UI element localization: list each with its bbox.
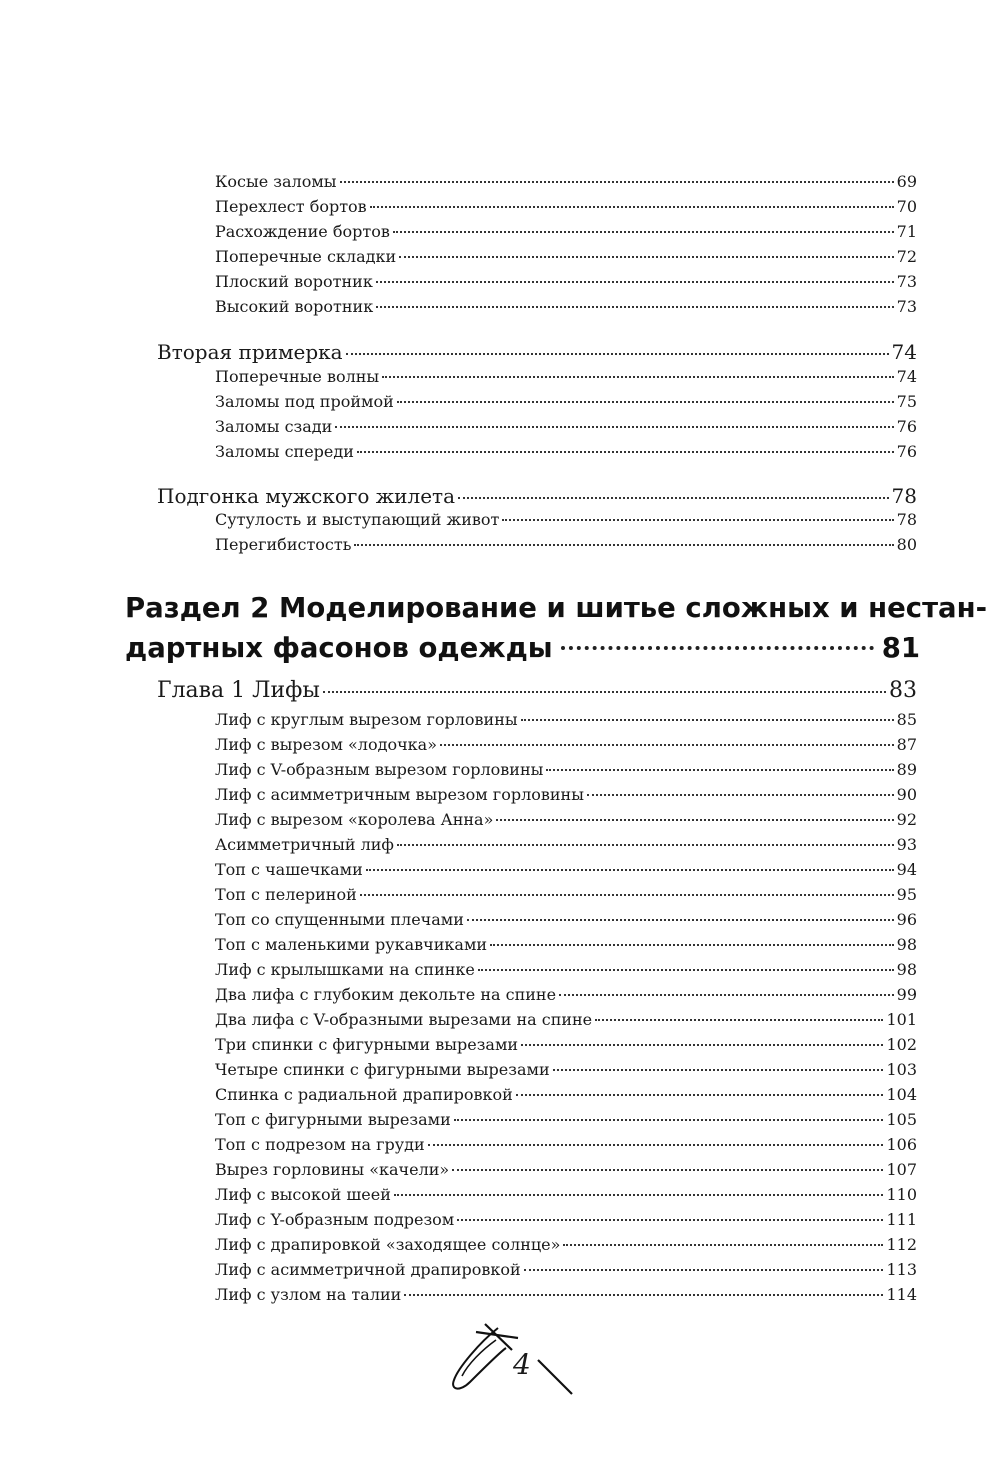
toc-entry-page: 113 <box>886 1260 917 1279</box>
toc-entry-page: 104 <box>886 1085 917 1104</box>
toc-section-page: 74 <box>891 340 917 364</box>
toc-entry[interactable] <box>215 785 917 807</box>
toc-entry[interactable] <box>215 1135 917 1157</box>
toc-entry-title: Сутулость и выступающий живот <box>215 510 500 529</box>
toc-entry[interactable] <box>215 510 917 532</box>
dot-leader <box>397 844 894 846</box>
toc-entry-page: 95 <box>896 885 917 904</box>
toc-entry-page: 102 <box>886 1035 917 1054</box>
toc-entry[interactable] <box>215 835 917 857</box>
dot-leader <box>452 1169 883 1171</box>
toc-entry[interactable] <box>215 392 917 414</box>
toc-entry-title: Перехлест бортов <box>215 197 367 216</box>
part-title[interactable] <box>125 588 987 668</box>
toc-entry[interactable] <box>215 885 917 907</box>
toc-entry[interactable] <box>215 297 917 319</box>
toc-entry[interactable] <box>215 535 917 557</box>
toc-entry[interactable] <box>215 1285 917 1307</box>
part-title-line2-row <box>125 628 920 668</box>
toc-entry[interactable] <box>215 417 917 439</box>
toc-chapter-title: Глава 1 Лифы <box>157 678 320 703</box>
dot-leader <box>478 969 894 971</box>
toc-entry-page: 112 <box>886 1235 917 1254</box>
toc-entry[interactable] <box>215 197 917 219</box>
toc-entry-page: 90 <box>896 785 917 804</box>
dot-leader <box>397 401 894 403</box>
part-page: 81 <box>881 632 920 664</box>
dot-leader <box>553 1069 884 1071</box>
dot-leader <box>521 719 894 721</box>
toc-entry-title: Топ с пелериной <box>215 885 357 904</box>
toc-entry-title: Заломы спереди <box>215 442 354 461</box>
dot-leader <box>393 231 894 233</box>
toc-entry-page: 105 <box>886 1110 917 1129</box>
toc-section-entry[interactable] <box>157 484 917 510</box>
toc-entry-title: Лиф с крылышками на спинке <box>215 960 475 979</box>
dot-leader <box>354 544 893 546</box>
toc-entry[interactable] <box>215 760 917 782</box>
toc-entry[interactable] <box>215 960 917 982</box>
toc-entry-title: Топ с чашечками <box>215 860 363 879</box>
toc-entry[interactable] <box>215 1185 917 1207</box>
dot-leader <box>340 181 894 183</box>
toc-entry-title: Лиф с вырезом «королева Анна» <box>215 810 494 829</box>
toc-entry[interactable] <box>215 442 917 464</box>
toc-entry-title: Четыре спинки с фигурными вырезами <box>215 1060 550 1079</box>
toc-entry-page: 92 <box>896 810 917 829</box>
toc-entry-title: Топ с маленькими рукавчиками <box>215 935 488 954</box>
dot-leader <box>399 256 894 258</box>
dot-leader <box>335 426 893 428</box>
toc-entry-page: 98 <box>896 935 917 954</box>
toc-entry-page: 75 <box>896 392 917 411</box>
dot-leader <box>467 919 894 921</box>
toc-entry-page: 73 <box>896 297 917 316</box>
toc-entry[interactable] <box>215 935 917 957</box>
toc-entry-page: 103 <box>886 1060 917 1079</box>
toc-entry-page: 93 <box>896 835 917 854</box>
toc-entry[interactable] <box>215 860 917 882</box>
page-number: 4 <box>513 1348 531 1381</box>
toc-entry-page: 80 <box>896 535 917 554</box>
toc-entry-title: Два лифа с V-образными вырезами на спине <box>215 1010 593 1029</box>
toc-entry-title: Лиф с узлом на талии <box>215 1285 402 1304</box>
toc-entry-page: 85 <box>896 710 917 729</box>
dot-leader <box>524 1269 884 1271</box>
toc-entry-page: 70 <box>896 197 917 216</box>
dot-leader <box>454 1119 884 1121</box>
toc-entry-page: 69 <box>896 172 917 191</box>
toc-entry-title: Лиф с драпировкой «заходящее солнце» <box>215 1235 561 1254</box>
toc-entry[interactable] <box>215 910 917 932</box>
dot-leader <box>428 1144 884 1146</box>
toc-entry-page: 96 <box>896 910 917 929</box>
dot-leader <box>376 281 894 283</box>
toc-entry-page: 110 <box>886 1185 917 1204</box>
toc-entry-page: 111 <box>886 1210 917 1229</box>
dot-leader <box>370 206 894 208</box>
toc-entry-page: 76 <box>896 442 917 461</box>
toc-entry[interactable] <box>215 810 917 832</box>
toc-entry[interactable] <box>215 172 917 194</box>
toc-entry-title: Лиф с круглым вырезом горловины <box>215 710 518 729</box>
dot-leader <box>458 497 889 499</box>
toc-entry-page: 87 <box>896 735 917 754</box>
toc-entry-title: Поперечные складки <box>215 247 397 266</box>
dot-leader <box>546 769 893 771</box>
toc-entry-title: Перегибистость <box>215 535 352 554</box>
toc-entry-title: Лиф с асимметричным вырезом горловины <box>215 785 584 804</box>
toc-section-entry[interactable] <box>157 340 917 366</box>
dot-leader <box>496 819 893 821</box>
toc-entry[interactable] <box>215 222 917 244</box>
dot-leader <box>516 1094 884 1096</box>
dot-leader <box>490 944 894 946</box>
toc-entry[interactable] <box>215 1210 917 1232</box>
toc-entry[interactable] <box>215 710 917 732</box>
toc-section-page: 78 <box>891 484 917 508</box>
dot-leader <box>563 1244 883 1246</box>
part-title-line1: Раздел 2 Моделирование и шитье сложных и нестан- <box>125 592 987 624</box>
dot-leader <box>587 794 894 796</box>
toc-entry-title: Топ с подрезом на груди <box>215 1135 425 1154</box>
toc-entry[interactable] <box>215 1160 917 1182</box>
toc-entry-title: Асимметричный лиф <box>215 835 394 854</box>
toc-entry-page: 73 <box>896 272 917 291</box>
toc-entry-page: 106 <box>886 1135 917 1154</box>
toc-entry-title: Плоский воротник <box>215 272 373 291</box>
toc-entry-title: Поперечные волны <box>215 367 380 386</box>
dot-leader <box>394 1194 884 1196</box>
part-title-line2: дартных фасонов одежды <box>125 632 553 664</box>
dot-leader <box>360 894 894 896</box>
toc-entry-page: 114 <box>886 1285 917 1304</box>
toc-entry-title: Три спинки с фигурными вырезами <box>215 1035 519 1054</box>
toc-entry[interactable] <box>215 247 917 269</box>
toc-entry[interactable] <box>215 985 917 1007</box>
toc-entry-page: 71 <box>896 222 917 241</box>
toc-entry-page: 107 <box>886 1160 917 1179</box>
toc-entry-page: 74 <box>896 367 917 386</box>
page-footer <box>440 1320 600 1400</box>
toc-entry-title: Расхождение бортов <box>215 222 390 241</box>
dot-leader <box>457 1219 883 1221</box>
toc-entry[interactable] <box>215 1010 917 1032</box>
dot-leader <box>502 519 893 521</box>
dot-leader <box>404 1294 883 1296</box>
toc-entry[interactable] <box>215 1235 917 1257</box>
toc-entry-title: Два лифа с глубоким декольте на спине <box>215 985 557 1004</box>
toc-entry-title: Топ со спущенными плечами <box>215 910 464 929</box>
toc-entry[interactable] <box>215 272 917 294</box>
dot-leader <box>366 869 894 871</box>
toc-entry-page: 98 <box>896 960 917 979</box>
toc-entry-title: Лиф с высокой шеей <box>215 1185 391 1204</box>
toc-entry-title: Заломы под проймой <box>215 392 394 411</box>
toc-entry-page: 76 <box>896 417 917 436</box>
toc-entry[interactable] <box>215 735 917 757</box>
toc-entry[interactable] <box>215 367 917 389</box>
toc-entry-title: Высокий воротник <box>215 297 374 316</box>
toc-entry-title: Косые заломы <box>215 172 337 191</box>
dot-leader <box>595 1019 883 1021</box>
dot-leader <box>323 691 886 693</box>
dot-leader <box>559 994 894 996</box>
toc-entry-page: 94 <box>896 860 917 879</box>
toc-entry[interactable] <box>215 1260 917 1282</box>
toc-entry[interactable] <box>215 1085 917 1107</box>
toc-entry-page: 101 <box>886 1010 917 1029</box>
toc-entry-title: Вырез горловины «качели» <box>215 1160 450 1179</box>
toc-chapter-entry[interactable] <box>157 678 917 706</box>
toc-section-title: Подгонка мужского жилета <box>157 484 456 508</box>
toc-entry-page: 78 <box>896 510 917 529</box>
toc-entry-page: 89 <box>896 760 917 779</box>
toc-entry-title: Лиф с Y-образным подрезом <box>215 1210 455 1229</box>
toc-entry-page: 99 <box>896 985 917 1004</box>
toc-entry[interactable] <box>215 1060 917 1082</box>
toc-entry[interactable] <box>215 1110 917 1132</box>
toc-entry-page: 72 <box>896 247 917 266</box>
toc-entry-title: Топ с фигурными вырезами <box>215 1110 451 1129</box>
toc-entry-title: Лиф с асимметричной драпировкой <box>215 1260 521 1279</box>
toc-chapter-page: 83 <box>889 678 917 703</box>
dot-leader <box>561 646 874 650</box>
toc-entry[interactable] <box>215 1035 917 1057</box>
toc-entry-title: Лиф с V-образным вырезом горловины <box>215 760 544 779</box>
dot-leader <box>440 744 894 746</box>
dot-leader <box>382 376 893 378</box>
toc-entry-title: Спинка с радиальной драпировкой <box>215 1085 513 1104</box>
dot-leader <box>521 1044 883 1046</box>
dot-leader <box>346 353 889 355</box>
toc-section-title: Вторая примерка <box>157 340 343 364</box>
dot-leader <box>376 306 893 308</box>
dot-leader <box>357 451 894 453</box>
toc-entry-title: Заломы сзади <box>215 417 333 436</box>
toc-entry-title: Лиф с вырезом «лодочка» <box>215 735 437 754</box>
